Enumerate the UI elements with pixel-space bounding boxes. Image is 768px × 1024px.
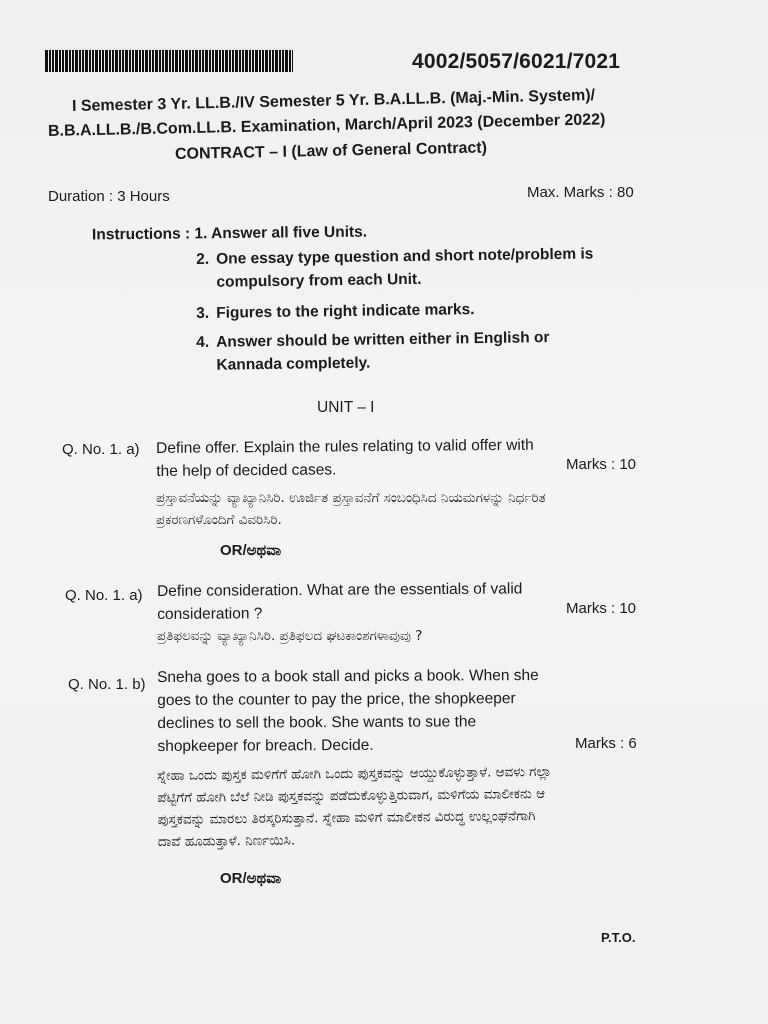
- paper-code: 4002/5057/6021/7021: [412, 50, 621, 73]
- question-text: Define consideration. What are the essentials of valid consideration ?: [157, 580, 523, 623]
- question-text: Define offer. Explain the rules relating to valid offer with the help of decided cases.: [156, 436, 534, 480]
- instruction-4: [196, 325, 617, 377]
- question-marks: Marks : 10: [566, 456, 637, 473]
- instruction-number: 2.: [196, 250, 210, 268]
- header-line-1: I Semester 3 Yr. LL.B./IV Semester 5 Yr. B.A.LL.B. (Maj.-Min. System)/: [71, 87, 596, 115]
- instruction-2: [196, 242, 617, 294]
- instruction-3: [196, 296, 616, 325]
- question-marks: Marks : 10: [566, 600, 637, 617]
- instruction-text: Figures to the right indicate marks.: [216, 301, 475, 322]
- question-label: Q. No. 1. a): [65, 587, 143, 604]
- or-divider: OR/ಅಥವಾ: [220, 870, 282, 887]
- instruction-number: 3.: [196, 304, 210, 322]
- question-kannada: ಸ್ನೇಹಾ ಒಂದು ಪುಸ್ತಕ ಮಳಿಗೆಗೆ ಹೋಗಿ ಒಂದು ಪುಸ್ತಕವನ್ನು ಆಯ್ದುಕೊಳ್ಳುತ್ತಾಳೆ. ಆವಳು ಗಲ್ಲಾ ಪೆಟ್ಟಿಗೆಗೆ ಹೋಗಿ ಬೆಲೆ ನೀಡಿ ಪುಸ್ತಕವನ್ನು ಪಡೆದುಕೊಳ್ಳುತ್ತಿರುವಾಗ, ಮಳಿಗೆಯ ಮಾಲೀಕನು ಆ ಪುಸ್ತಕವನ್ನು ಮಾರಲು ತಿರಸ್ಕರಿಸುತ್ತಾನೆ. ಸ್ನೇಹಾ ಮಳಿಗೆ ಮಾಲೀಕನ ವಿರುದ್ಧ ಉಲ್ಲಂಘನೆಗಾಗಿ ದಾವೆ ಹೂಡುತ್ತಾಳೆ. ನಿರ್ಣಯಿಸಿ.: [157, 763, 552, 850]
- pto-label: P.T.O.: [601, 930, 636, 945]
- header-line-3: CONTRACT – I (Law of General Contract): [174, 139, 488, 163]
- or-divider: OR/ಅಥವಾ: [220, 542, 282, 559]
- question-kannada: ಪ್ರಸ್ತಾವನೆಯನ್ನು ವ್ಯಾಖ್ಯಾನಿಸಿರಿ. ಊರ್ಜಿತ ಪ್ರಸ್ತಾವನೆಗೆ ಸಂಬಂಧಿಸಿದ ನಿಯಮಗಳನ್ನು ನಿರ್ಧರಿತ ಪ್ರಕರಣಗಳೊಂದಿಗೆ ವಿವರಿಸಿರಿ.: [156, 490, 546, 528]
- question-text: Sneha goes to a book stall and picks a book. When she goes to the counter to pay the price, the shopkeeper declines to sell the book. She wants to sue the shopkeeper for breach. Decide.: [157, 667, 539, 755]
- question-kannada: ಪ್ರತಿಫಲವನ್ನು ವ್ಯಾಖ್ಯಾನಿಸಿರಿ. ಪ್ರತಿಫಲದ ಘಟಕಾಂಶಗಳಾವುವು ?: [157, 628, 423, 644]
- unit-heading: UNIT – I: [317, 399, 375, 416]
- instructions-heading: [92, 224, 367, 245]
- instructions-label: Instructions : 1.: [91, 225, 208, 244]
- instruction-number: 4.: [196, 333, 210, 351]
- question-label: Q. No. 1. b): [68, 676, 146, 693]
- question-marks: Marks : 6: [575, 735, 637, 752]
- duration: Duration : 3 Hours: [48, 188, 170, 205]
- instruction-1: Answer all five Units.: [211, 223, 368, 243]
- header-line-2: B.B.A.LL.B./B.Com.LL.B. Examination, March/April 2023 (December 2022): [47, 111, 606, 140]
- max-marks: Max. Marks : 80: [527, 184, 634, 201]
- barcode: [45, 50, 293, 72]
- question-label: Q. No. 1. a): [62, 441, 140, 458]
- instruction-text: Answer should be written either in English or Kannada completely.: [216, 329, 550, 374]
- instruction-text: One essay type question and short note/problem is compulsory from each Unit.: [216, 245, 594, 291]
